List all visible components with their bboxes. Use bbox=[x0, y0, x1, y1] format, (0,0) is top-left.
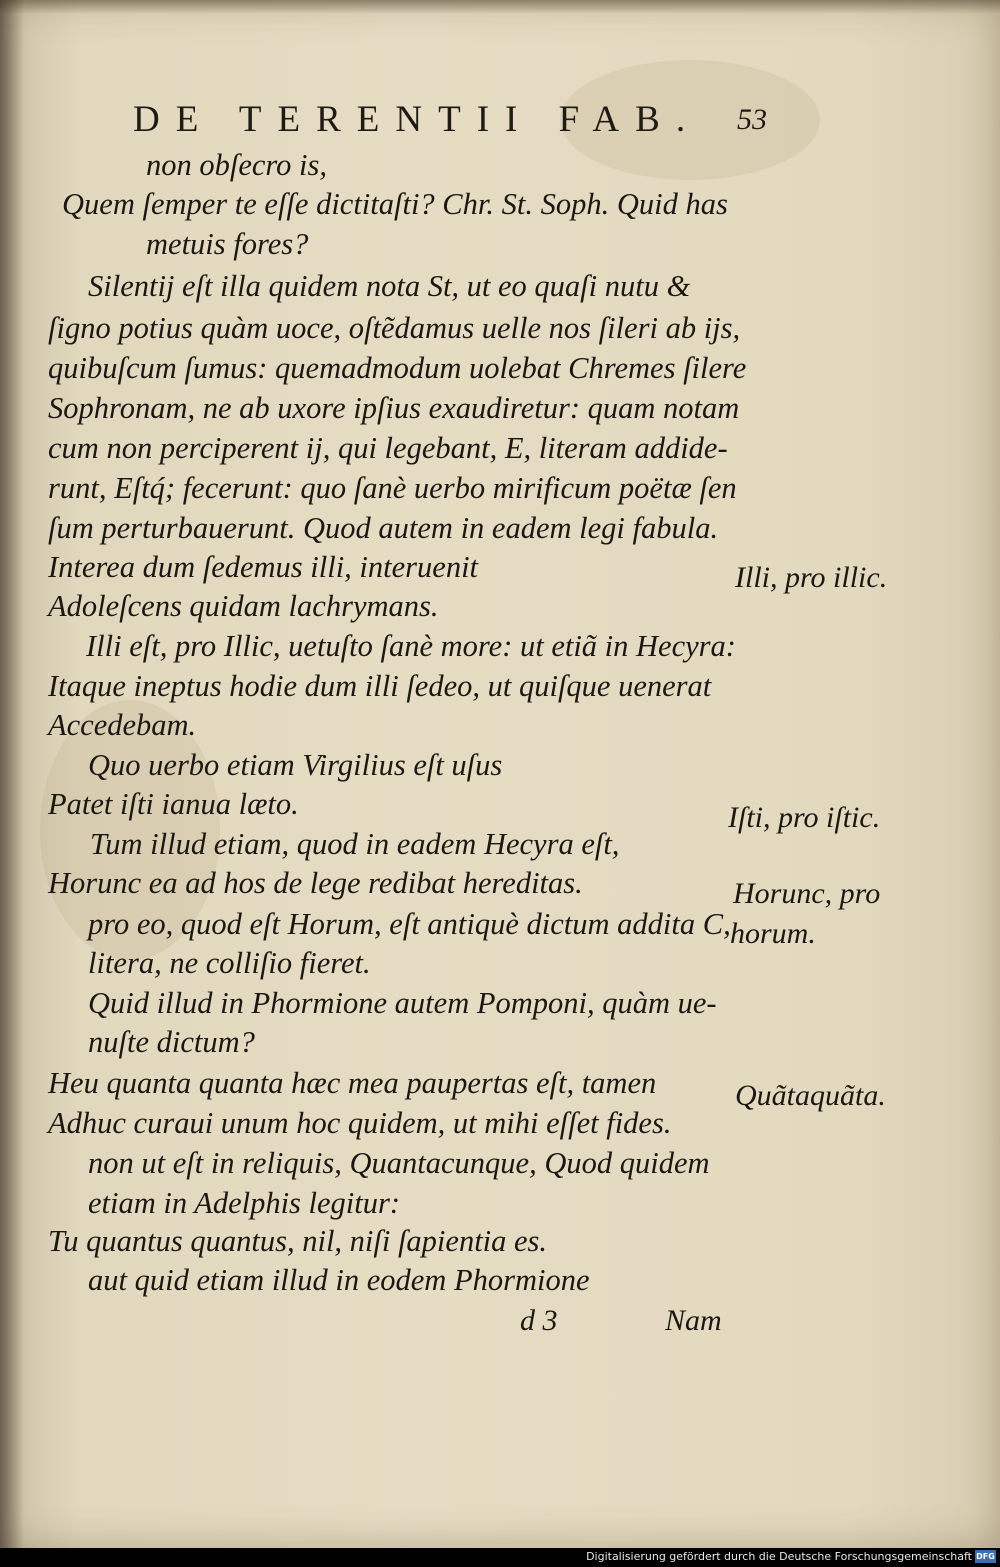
text-line: Illi eſt, pro Illic, uetuſto ſanè more: ut etiã in Hecyra: bbox=[86, 629, 736, 663]
text-line: metuis fores? bbox=[146, 227, 309, 261]
text-line: cum non perciperent ij, qui legebant, E, literam addide- bbox=[48, 431, 728, 465]
marginal-note: Quãtaquãta. bbox=[735, 1079, 886, 1112]
text-line: Tum illud etiam, quod in eadem Hecyra eſt, bbox=[90, 827, 620, 861]
text-line: etiam in Adelphis legitur: bbox=[88, 1186, 401, 1220]
text-line: runt, Eſtq́; fecerunt: quo ſanè uerbo mirificum poëtæ ſen bbox=[48, 471, 737, 505]
page-gutter-shadow bbox=[0, 0, 24, 1548]
marginal-note: horum. bbox=[730, 917, 816, 950]
text-line: Patet iſti ianua læto. bbox=[48, 787, 299, 821]
text-line: nuſte dictum? bbox=[88, 1025, 255, 1059]
marginal-note: Illi, pro illic. bbox=[735, 561, 888, 594]
text-line: Tu quantus quantus, nil, niſi ſapientia es. bbox=[48, 1224, 548, 1258]
text-line: Quid illud in Phormione autem Pomponi, quàm ue- bbox=[88, 986, 717, 1020]
text-line: ſum perturbauerunt. Quod autem in eadem legi fabula. bbox=[48, 511, 719, 545]
text-line: litera, ne colliſio fieret. bbox=[88, 946, 371, 980]
text-line: pro eo, quod eſt Horum, eſt antiquè dictum addita C, bbox=[88, 907, 731, 941]
text-line: Quo uerbo etiam Virgilius eſt uſus bbox=[88, 748, 503, 782]
text-line: Interea dum ſedemus illi, interuenit bbox=[48, 550, 479, 584]
text-line: Accedebam. bbox=[48, 708, 197, 742]
page-number: 53 bbox=[737, 103, 767, 136]
marginal-note: Horunc, pro bbox=[733, 877, 881, 910]
text-line: non ut eſt in reliquis, Quantacunque, Quod quidem bbox=[88, 1146, 710, 1180]
catchword: Nam bbox=[665, 1304, 722, 1337]
text-line: ſigno potius quàm uoce, oſtẽdamus uelle nos ſileri ab ijs, bbox=[48, 311, 741, 345]
text-line: Adoleſcens quidam lachrymans. bbox=[48, 589, 439, 623]
text-line: Itaque ineptus hodie dum illi ſedeo, ut quiſque uenerat bbox=[48, 669, 712, 703]
text-line: Adhuc curaui unum hoc quidem, ut mihi eſſet fides. bbox=[48, 1106, 672, 1140]
dfg-logo: DFG bbox=[976, 1552, 995, 1561]
text-line: Silentij eſt illa quidem nota St, ut eo quaſi nutu & bbox=[88, 269, 691, 303]
text-line: Heu quanta quanta hæc mea paupertas eſt, tamen bbox=[48, 1066, 657, 1100]
text-line: non obſecro is, bbox=[146, 148, 328, 182]
text-line: aut quid etiam illud in eodem Phormione bbox=[88, 1263, 590, 1297]
text-line: quibuſcum ſumus: quemadmodum uolebat Chremes ſilere bbox=[48, 351, 747, 385]
text-line: Sophronam, ne ab uxore ipſius exaudiretur: quam notam bbox=[48, 391, 740, 425]
signature-mark: d 3 bbox=[520, 1304, 558, 1337]
running-head: DE TERENTII FAB. bbox=[133, 99, 702, 140]
text-line: Horunc ea ad hos de lege redibat hereditas. bbox=[48, 866, 583, 900]
text-line: Quem ſemper te eſſe dictitaſti? Chr. St. Soph. Quid has bbox=[62, 187, 728, 221]
page-top-shadow bbox=[0, 0, 1000, 14]
funding-credit: Digitalisierung gefördert durch die Deutsche Forschungsgemeinschaft bbox=[586, 1550, 972, 1563]
marginal-note: Iſti, pro iſtic. bbox=[728, 801, 881, 834]
